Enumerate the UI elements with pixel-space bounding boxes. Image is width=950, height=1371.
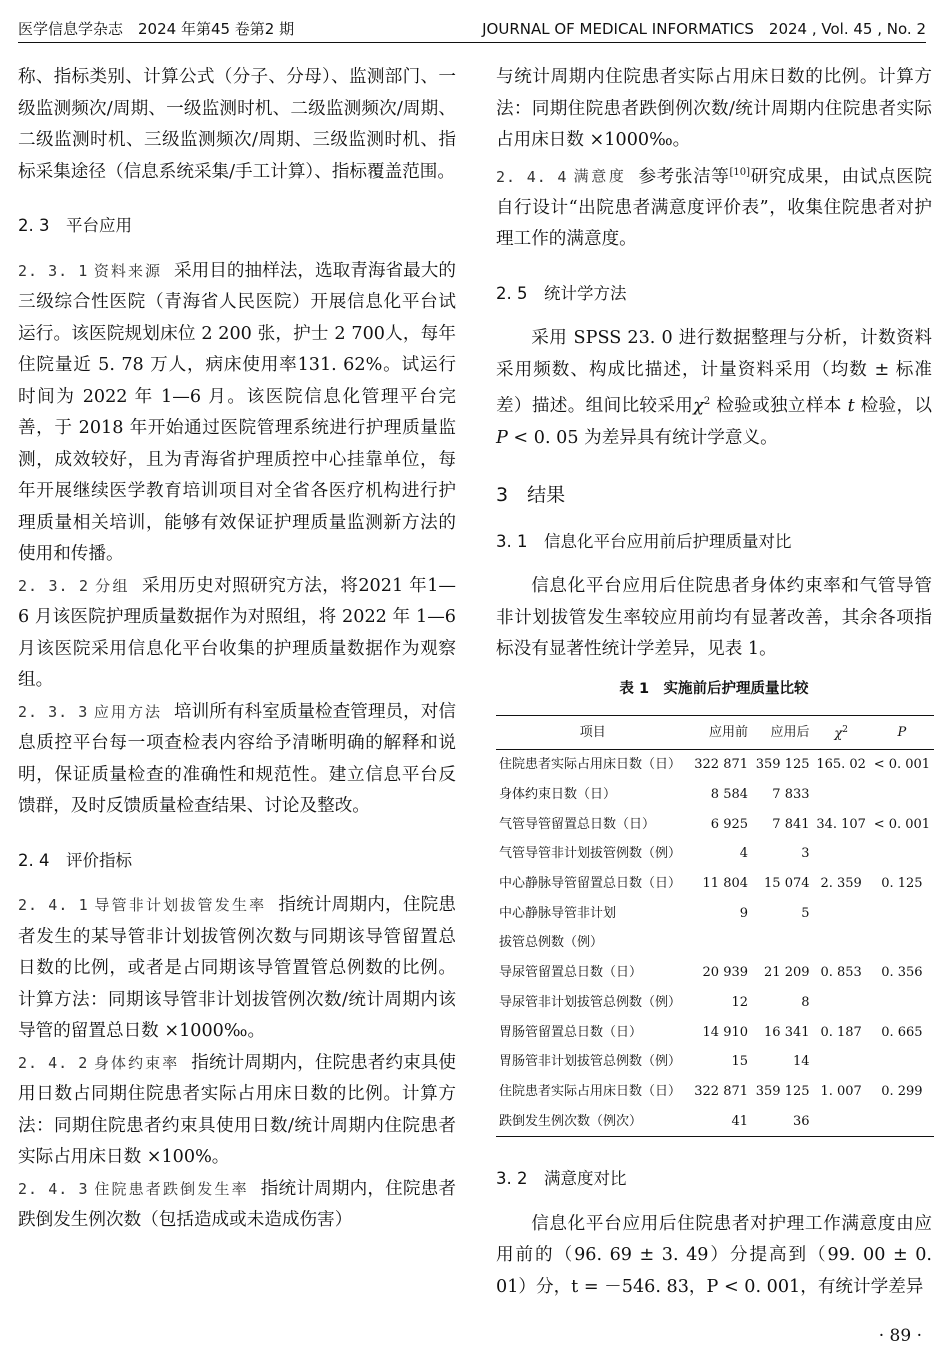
table-cell-item: 身体约束日数（日） [499, 786, 617, 802]
table-row [496, 1077, 934, 1107]
table-cell-after: 359 125 [755, 757, 810, 773]
subsection-title: 资料来源 [93, 261, 163, 280]
table-cell-before: 12 [731, 994, 749, 1010]
col-header-item: 项目 [496, 716, 690, 750]
table-cell-item: 导尿管留置总日数（日） [499, 965, 643, 981]
table-cell-item: 胃肠管非计划拔管总例数（例） [499, 1054, 682, 1070]
subsection-title: 应用方法 [93, 702, 163, 721]
table-cell-p [870, 899, 934, 958]
table-cell-before: 322 871 [694, 757, 749, 773]
para-2-4-1 [18, 890, 456, 1048]
citation-ref: [10] [729, 166, 750, 178]
header-journal-en: JOURNAL OF MEDICAL INFORMATICS 2024 , Vol. 45 , No. 2 [482, 19, 926, 38]
table-cell-chi2: 0. 853 [820, 965, 862, 981]
table-cell-after: 5 [801, 905, 810, 921]
subsection-text: 指统计周期内，住院患者约束具使用日数占同期住院患者实际占用床日数的比例。计算方法：同期住院患者约束具使用日数/统计周期内住院患者实际占用床日数 ×100%。 [18, 1052, 457, 1167]
table-cell-p [870, 988, 934, 1018]
table-body [496, 750, 934, 1137]
table-cell-after: 36 [751, 1107, 813, 1137]
table-cell-chi2 [813, 988, 870, 1018]
table-title: 表 1 实施前后护理质量比较 [619, 680, 809, 697]
chi-symbol: χ [693, 396, 704, 417]
table-cell-item: 住院患者实际占用床日数（日） [499, 1083, 682, 1099]
table-cell-p: 0. 299 [881, 1083, 923, 1099]
table-cell-chi2: 165. 02 [816, 757, 866, 773]
table-cell-after: 359 125 [755, 1083, 810, 1099]
table-cell-after: 7 833 [772, 786, 810, 802]
table-cell-item: 跌倒发生例次数（例次） [496, 1107, 690, 1137]
section-heading-3-2: 3. 2 满意度对比 [496, 1169, 627, 1189]
chi-superscript: 2 [703, 396, 711, 408]
table-cell-before: 322 871 [694, 1083, 749, 1099]
table-cell-chi2 [813, 780, 870, 810]
subsection-title: 住院患者跌倒发生率 [94, 1179, 249, 1198]
text: 检验或独立样本 [710, 396, 848, 417]
table-cell-item: 中心静脉导管非计划 拔管总例数（例） [499, 905, 617, 951]
table-cell-p: < 0. 001 [873, 757, 931, 773]
section-heading-2-5: 2. 5 统计学方法 [496, 283, 627, 303]
table-cell-before: 9 [739, 905, 749, 921]
running-header [18, 14, 926, 43]
table-cell-item: 中心静脉导管留置总日数（日） [499, 876, 682, 892]
results-3-2-paragraph: 信息化平台应用后住院患者对护理工作满意度由应用前的（96. 69 ± 3. 49）分提高到（99. 00 ± 0. 01）分，t = －546. 83，P < 0. 001，有统计学差异 [496, 1213, 932, 1297]
table-cell-p [870, 839, 934, 869]
table-cell-after: 7 841 [772, 816, 810, 832]
table-cell-p: 0. 356 [881, 965, 923, 981]
para-2-3-2 [18, 571, 456, 697]
table-header-row [496, 716, 934, 750]
text: 检验，以 [854, 396, 933, 417]
table-cell-before: 14 910 [702, 1024, 749, 1040]
table-cell-before: 6 925 [710, 816, 749, 832]
table-cell-item: 气管导管留置总日数（日） [499, 816, 656, 832]
text: 采用 SPSS 23. 0 进行数据整理与分析，计数资料采用频数、构成比描述，计量资料采用（均数 ± 标准差）描述。组间比较采用 [496, 328, 932, 417]
table-cell-chi2: 0. 187 [820, 1024, 862, 1040]
para-2-3-1 [18, 256, 456, 571]
subsection-number: 2. 4. 3 [18, 1179, 89, 1198]
table-cell-before: 15 [731, 1054, 749, 1070]
table-cell-before: 20 939 [702, 965, 749, 981]
col-header-before: 应用前 [690, 716, 752, 750]
section-heading-3-1: 3. 1 信息化平台应用前后护理质量对比 [496, 531, 792, 551]
subsection-number: 2. 3. 3 [18, 702, 89, 721]
table-cell-item: 气管导管非计划拔管例数（例） [499, 846, 682, 862]
table-row [496, 1018, 934, 1048]
table-cell-after: 15 074 [764, 876, 810, 892]
p-symbol: P [496, 427, 508, 448]
table-cell-after: 16 341 [764, 1024, 810, 1040]
quality-comparison-table [496, 715, 934, 1137]
table-cell-chi2 [813, 899, 870, 958]
right-column [496, 62, 932, 1303]
subsection-title: 身体约束率 [94, 1053, 180, 1072]
table-cell-p: 0. 665 [881, 1024, 923, 1040]
table-row [496, 750, 934, 780]
subsection-text: 指统计周期内，住院患者发生的某导管非计划拔管例次数与同期该导管留置总日数的比例，或者是占同期该导管置管总例数的比例。计算方法：同期该导管非计划拔管例次数/统计周期内该导管的留置总日数 ×1000‰。 [18, 895, 456, 1041]
table-cell-p [870, 1107, 934, 1137]
subsection-number: 2. 3. 1 [18, 261, 89, 280]
table-cell-chi2: 2. 359 [820, 876, 862, 892]
section-heading-2-4: 2. 4 评价指标 [18, 850, 132, 870]
col-header-p: P [870, 716, 934, 750]
table-cell-after: 14 [792, 1054, 810, 1070]
continued-paragraph: 与统计周期内住院患者实际占用床日数的比例。计算方法：同期住院患者跌倒例次数/统计周期内住院患者实际占用床日数 ×1000‰。 [496, 67, 932, 150]
header-journal-cn: 医学信息学杂志 2024 年第45 卷第2 期 [18, 19, 295, 38]
subsection-text: 参考张洁等 [638, 166, 730, 187]
subsection-text: 采用目的抽样法，选取青海省最大的三级综合性医院（青海省人民医院）开展信息化平台试运行。该医院规划床位 2 200 张，护士 2 700人，每年住院量近 5. 78 万人，病床使用率131. 62%。试运行时间为 2022 年 1—6 月。该医院信息化管理平台完善，于 2018 年开始通过医院管理系统进行护理质量监测，成效较好，且为青海省护理质控中心挂靠单位，每年开展继续医学教育培训项目对全省各医疗机构进行护理质量相关培训，能够有效保证护理质量监测新方法的使用和传播。 [18, 260, 456, 564]
table-row [496, 1107, 934, 1137]
table-row [496, 958, 934, 988]
table-cell-chi2 [813, 1107, 870, 1137]
results-3-1-paragraph: 信息化平台应用后住院患者身体约束率和气管导管非计划拔管发生率较应用前均有显著改善，其余各项指标没有显著性统计学差异，见表 1。 [496, 576, 932, 660]
table-cell-after: 21 209 [764, 965, 810, 981]
subsection-number: 2. 4. 4 [496, 167, 568, 186]
table-cell-before: 8 584 [710, 786, 749, 802]
subsection-number: 2. 3. 2 [18, 576, 90, 595]
table-cell-p: < 0. 001 [873, 816, 931, 832]
subsection-title: 导管非计划拔管发生率 [94, 896, 267, 914]
table-cell-before: 4 [739, 846, 749, 862]
col-header-chi2: $\chi^2$ [813, 716, 870, 750]
table-row [496, 1047, 934, 1077]
subsection-number: 2. 4. 1 [18, 896, 89, 914]
section-heading-2-3: 2. 3 平台应用 [18, 216, 132, 235]
page-number: · 89 · [878, 1326, 922, 1346]
para-2-4-4 [496, 157, 932, 256]
intro-paragraph: 称、指标类别、计算公式（分子、分母）、监测部门、一级监测频次/周期、一级监测时机、二级监测频次/周期、二级监测时机、三级监测频次/周期、三级监测时机、指标采集途径（信息系统采集/手工计算）、指标覆盖范围。 [18, 67, 456, 182]
table-row [496, 839, 934, 869]
table-cell-before: 11 804 [702, 876, 749, 892]
table-row [496, 810, 934, 840]
stat-methods-paragraph [496, 323, 932, 454]
para-2-3-3 [18, 697, 456, 823]
subsection-title: 满意度 [573, 167, 627, 186]
table-cell-before: 41 [690, 1107, 752, 1137]
table-row [496, 869, 934, 899]
subsection-text: 采用历史对照研究方法，将2021 年1—6 月该医院护理质量数据作为对照组，将 2022 年 1—6 月该医院采用信息化平台收集的护理质量数据作为观察组。 [18, 575, 456, 690]
table-row [496, 899, 934, 958]
subsection-text: 研究成果，由试点医院自行设计“出院患者满意度评价表”，收集住院患者对护理工作的满意度。 [496, 166, 932, 250]
text: < 0. 05 为差异具有统计学意义。 [507, 427, 778, 448]
table-cell-p: 0. 125 [881, 876, 923, 892]
table-cell-item: 导尿管非计划拔管总例数（例） [499, 994, 682, 1010]
table-cell-chi2: 34. 107 [816, 816, 866, 832]
col-header-after: 应用后 [751, 716, 813, 750]
para-2-4-3 [18, 1174, 456, 1237]
subsection-title: 分组 [95, 576, 130, 595]
table-cell-item: 住院患者实际占用床日数（日） [499, 757, 682, 773]
table-cell-chi2: 1. 007 [820, 1083, 862, 1099]
para-2-4-2 [18, 1048, 456, 1174]
table-cell-p [870, 1047, 934, 1077]
table-cell-chi2 [813, 839, 870, 869]
table-cell-after: 8 [801, 994, 810, 1010]
table-cell-p [870, 780, 934, 810]
left-column [18, 62, 456, 1237]
table-row [496, 988, 934, 1018]
table-cell-item: 胃肠管留置总日数（日） [499, 1024, 643, 1040]
subsection-number: 2. 4. 2 [18, 1053, 89, 1072]
t-symbol: t [847, 396, 855, 417]
table-cell-after: 3 [801, 846, 810, 862]
table-cell-chi2 [813, 1047, 870, 1077]
subsection-text: 指统计周期内，住院患者跌倒发生例次数（包括造成或未造成伤害） [18, 1178, 456, 1230]
subsection-text: 培训所有科室质量检查管理员，对信息质控平台每一项查检表内容给予清晰明确的解释和说明，保证质量检查的准确性和规范性。建立信息平台反馈群，及时反馈质量检查结果、讨论及整改。 [18, 701, 456, 816]
section-heading-3: 3 结果 [496, 484, 566, 507]
table-row [496, 780, 934, 810]
